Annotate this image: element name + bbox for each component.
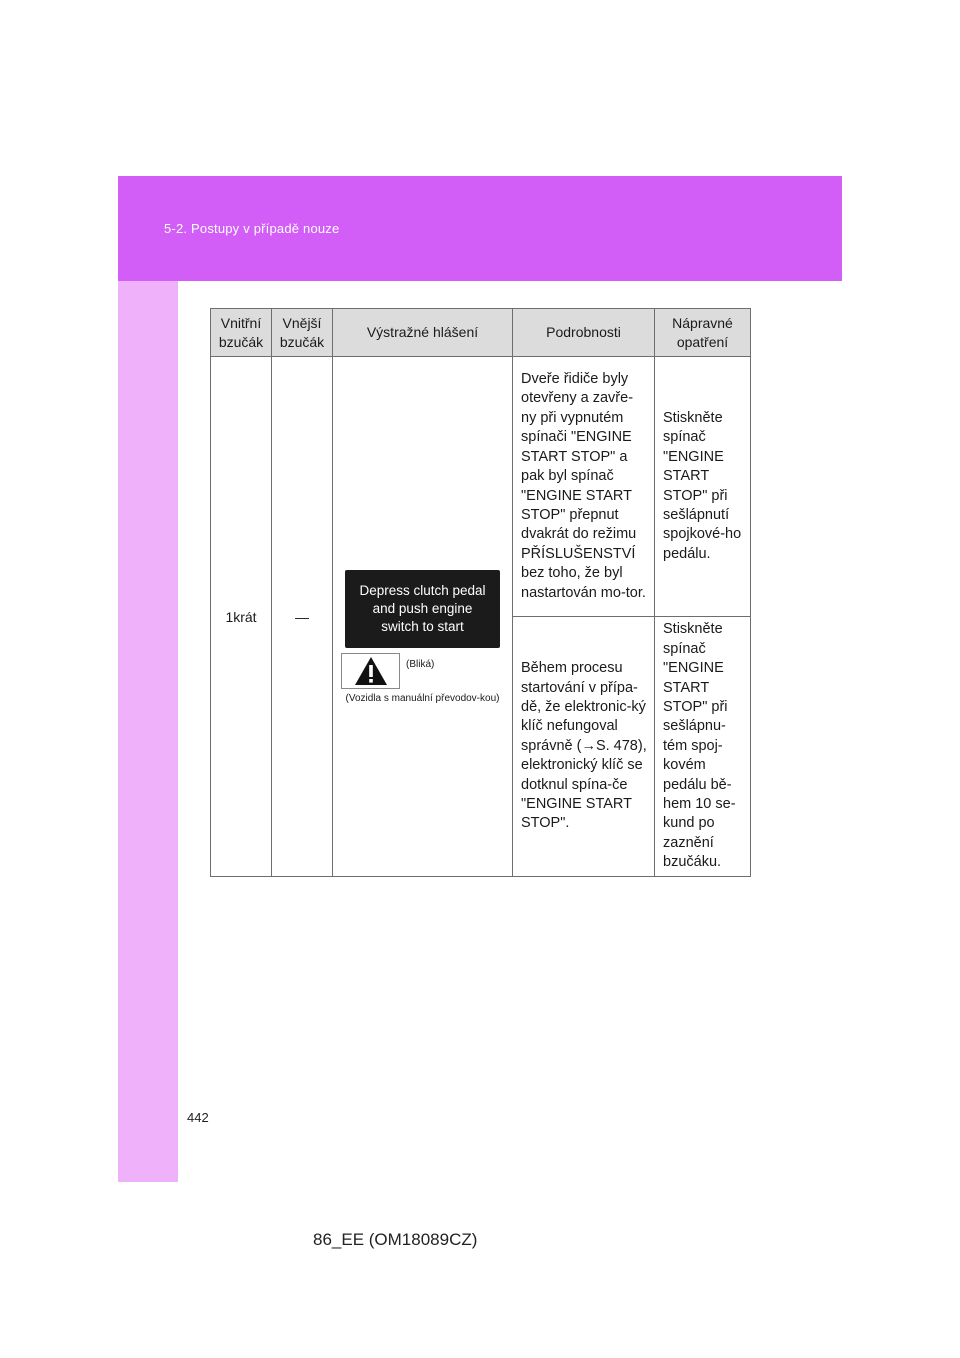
- header-inner-buzzer: Vnitřní bzučák: [211, 309, 272, 357]
- display-line-2: and push engine: [372, 601, 473, 616]
- warning-message-cell: [333, 357, 513, 877]
- details-cell-1: Dveře řidiče byly otevřeny a zavře-ny při vypnutém spínači "ENGINE START STOP" a pak byl spínač "ENGINE START STOP" přepnut dvakrát do režimu PŘÍSLUŠENSTVÍ bez toho, že byl nastartován mo-tor.: [513, 357, 655, 617]
- header-details: Podrobnosti: [513, 309, 655, 357]
- vehicle-note: (Vozidla s manuální převodov-kou): [345, 693, 500, 704]
- action-cell-2: Stiskněte spínač "ENGINE START STOP" při sešlápnu-tém spoj-kovém pedálu bě-hem 10 se-kund po zaznění bzučáku.: [655, 617, 751, 877]
- warning-icon-box: [341, 653, 400, 689]
- page-number: 442: [187, 1110, 209, 1125]
- header-corrective-action: Nápravné opatření: [655, 309, 751, 357]
- blink-label: (Bliká): [406, 658, 435, 670]
- warning-table: [210, 308, 751, 877]
- warning-triangle-icon: [354, 656, 388, 686]
- action-cell-1: Stiskněte spínač "ENGINE START STOP" při sešlápnutí spojkové-ho pedálu.: [655, 357, 751, 617]
- side-margin-strip: [118, 281, 178, 1182]
- table-header-row: [211, 309, 751, 357]
- details-cell-2: Během procesu startování v přípa-dě, že elektronic-ký klíč nefungoval správně (→S. 478), elektronický klíč se dotknul spína-če "ENGINE START STOP".: [513, 617, 655, 877]
- outer-buzzer-cell: —: [272, 357, 333, 877]
- header-warning-message: Výstražné hlášení: [333, 309, 513, 357]
- warning-display: [345, 570, 500, 648]
- document-code: 86_EE (OM18089CZ): [313, 1230, 478, 1249]
- inner-buzzer-cell: 1krát: [211, 357, 272, 877]
- section-title: 5-2. Postupy v případě nouze: [164, 221, 340, 236]
- table-row: [211, 357, 751, 617]
- display-line-3: switch to start: [381, 619, 464, 634]
- header-outer-buzzer: Vnější bzučák: [272, 309, 333, 357]
- display-line-1: Depress clutch pedal: [359, 583, 486, 598]
- warning-icon-row: [333, 653, 512, 689]
